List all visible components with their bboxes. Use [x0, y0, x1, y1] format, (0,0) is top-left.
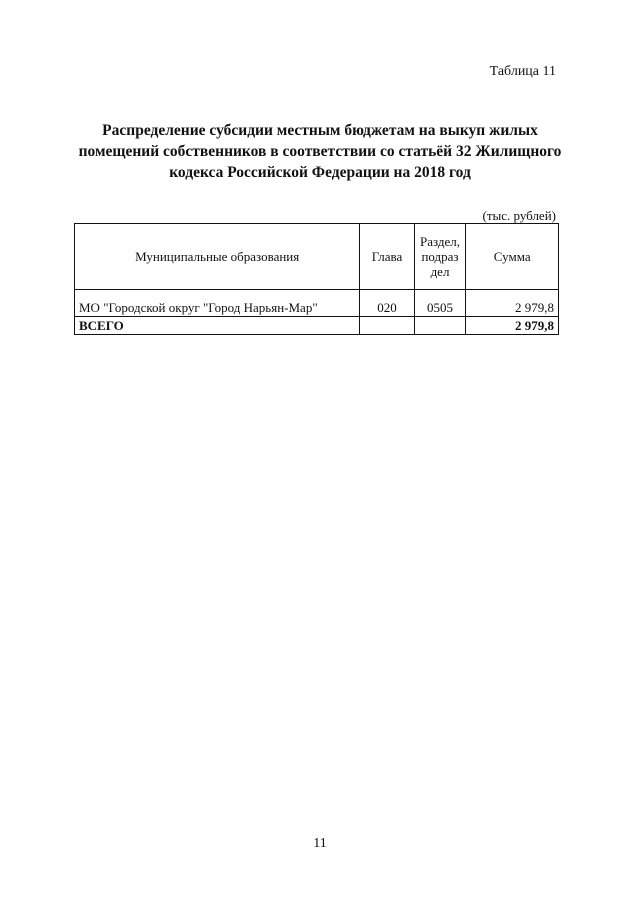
cell-municipality: МО "Городской округ "Город Нарьян-Мар" [75, 290, 360, 317]
header-section-line: подраз [421, 249, 459, 264]
header-municipalities: Муниципальные образования [75, 224, 360, 290]
title-line: помещений собственников в соответствии со статьёй 32 Жилищного [78, 143, 562, 160]
total-chapter-empty [360, 317, 414, 335]
header-section-line: дел [430, 264, 450, 279]
document-title [70, 120, 570, 183]
units-note: (тыс. рублей) [482, 208, 556, 223]
header-section [414, 224, 466, 290]
subsidy-table [74, 223, 559, 335]
table-header-row [75, 224, 559, 290]
total-sum: 2 979,8 [466, 317, 559, 335]
table-row [75, 290, 559, 317]
page-number: 11 [313, 836, 327, 851]
total-label: ВСЕГО [75, 317, 360, 335]
header-chapter: Глава [360, 224, 414, 290]
table-number-label: Таблица 11 [489, 64, 556, 79]
header-section-line: Раздел, [419, 234, 461, 249]
cell-section: 0505 [414, 290, 466, 317]
cell-chapter: 020 [360, 290, 414, 317]
table-total-row [75, 317, 559, 335]
title-line: Распределение субсидии местным бюджетам на выкуп жилых [102, 122, 538, 139]
title-line: кодекса Российской Федерации на 2018 год [169, 164, 471, 181]
header-sum: Сумма [466, 224, 559, 290]
total-section-empty [414, 317, 466, 335]
cell-sum: 2 979,8 [466, 290, 559, 317]
